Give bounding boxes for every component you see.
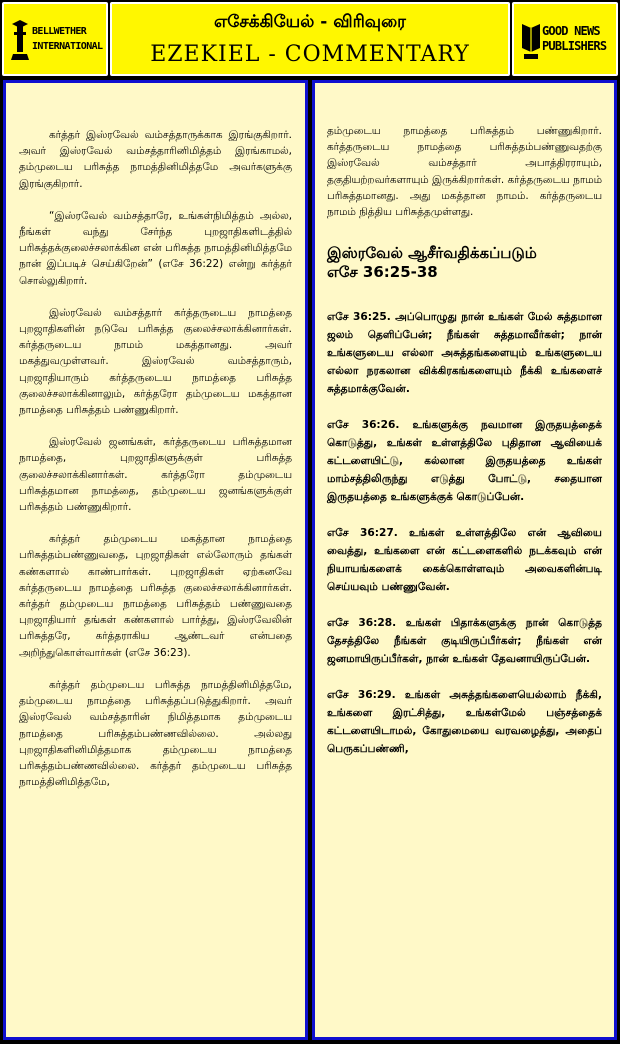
paragraph: இஸ்ரவேல் ஜனங்கள், கர்த்தருடைய பரிசுத்தமான நாமத்தை, புறஜாதிகளுக்குள் பரிசுத்த குலைச்சலாக்கினார்கள். கர்த்தரோ தம்முடைய பரிசுத்தமான நாமத்தை, தம்முடைய ஜனங்களுக்குள் பரிசுத்தம் பண்ணுகிறார். (19, 436, 292, 514)
paragraph: தம்முடைய நாமத்தை பரிசுத்தம் பண்ணுகிறார். கர்த்தருடைய நாமத்தை பரிசுத்தம்பண்ணுவதற்கு இஸ்ரவேல் வம்சத்தார் அபாத்திரராயும், தகுதியற்றவர்களாயும் இருக்கிறார்கள். கர்த்தருடைய நாமம் பரிசுத்தமானது. அது மகத்தான நாமம். கர்த்தருடைய நாமம் நித்திய பரிசுத்தமுள்ளது. (327, 125, 602, 219)
verse: எசே 36:26. உங்களுக்கு நவமான இருதயத்தைக் கொடுத்து, உங்கள் உள்ளத்திலே புதிதான ஆவியைக் கட்டளையிட்டு, கல்லான இருதயத்தை உங்கள் மாம்சத்திலிருந்து எடுத்து போட்டு, சதையான இருதயத்தை உங்களுக்குக் கொடுப்பேன். (327, 419, 602, 504)
book-icon (10, 18, 32, 62)
publisher-logo-right (512, 2, 618, 76)
logo-line-1: GOOD NEWS (542, 24, 600, 38)
right-column (312, 80, 617, 1040)
paragraph: கர்த்தர் இஸ்ரவேல் வம்சத்தாருக்காக இரங்குகிறார். அவர் இஸ்ரவேல் வம்சத்தாரினிமித்தம் இரங்காமல், தம்முடைய பரிசுத்த நாமத்தினிமித்தமே அவர்களுக்கு இரங்குகிறார். (19, 129, 292, 190)
good-news-logo (520, 18, 612, 62)
section-heading (327, 244, 602, 282)
paragraph: “இஸ்ரவேல் வம்சத்தாரே, உங்கள்நிமித்தம் அல்ல, நீங்கள் வந்து சேர்ந்த புறஜாதிகளிடத்தில் பரிசுத்தக்குலைச்சலாக்கின என் பரிசுத்த நாமத்தினிமித்தமே நான் இப்படிச் செய்கிறேன்” (எசே 36:22) என்று கர்த்தர் சொல்லுகிறார். (19, 209, 292, 287)
verse: எசே 36:25. அப்பொழுது நான் உங்கள் மேல் சுத்தமான ஜலம் தெளிப்பேன்; நீங்கள் சுத்தமாவீர்கள்; நான் உங்களுடைய எல்லா அசுத்தங்களையும் உங்களுடைய எல்லா நரகலான விக்கிரகங்களையும் நீக்கி உங்களைச் சுத்தமாக்குவேன். (327, 311, 602, 396)
paragraph: கர்த்தர் தம்முடைய பரிசுத்த நாமத்தினிமித்தமே, தம்முடைய நாமத்தை பரிசுத்தப்படுத்துகிறார். அவர் இஸ்ரவேல் வம்சத்தாரின் நிமித்தமாக தம்முடைய நாமத்தை பரிசுத்தம்பண்ணவில்லை. அல்லது புறஜாதிகளினிமித்தமாக தம்முடைய நாமத்தை பரிசுத்தம்பண்ணவில்லை. கர்த்தர் தம்முடைய பரிசுத்த நாமத்தினிமித்தமே, (19, 678, 292, 789)
page-header (2, 2, 618, 76)
logo-line-1: BELLWETHER (32, 26, 87, 37)
verse: எசே 36:27. உங்கள் உள்ளத்திலே என் ஆவியை வைத்து, உங்களை என் கட்டளைகளில் நடக்கவும் என் நியாயங்களைக் கைக்கொள்ளவும் அவைகளின்படி செய்யவும் பண்ணுவேன். (327, 527, 602, 594)
bellwether-logo (10, 18, 102, 62)
paragraph: இஸ்ரவேல் வம்சத்தார் கர்த்தருடைய நாமத்தை புறஜாதிகளின் நடுவே பரிசுத்த குலைச்சலாக்கினார்கள். கர்த்தருடைய நாமம் மகத்தானது. அவர் மகத்துவமுள்ளவர். இஸ்ரவேல் வம்சத்தாரும், புறஜாதியாரும் கர்த்தருடைய நாமத்தை பரிசுத்த குலைச்சலாக்கினாலும், கர்த்தரோ தம்முடைய மகத்தான நாமத்தை பரிசுத்தம் பண்ணுகிறார். (19, 306, 292, 417)
logo-line-2: PUBLISHERS (542, 39, 607, 53)
publisher-logo-left (2, 2, 108, 76)
verse: எசே 36:28. உங்கள் பிதாக்களுக்கு நான் கொடுத்த தேசத்திலே நீங்கள் குடியிருப்பீர்கள்; நீங்கள் என் ஜனமாயிருப்பீர்கள், நான் உங்கள் தேவனாயிருப்பேன். (327, 617, 602, 666)
book-icon (520, 18, 542, 62)
logo-line-2: INTERNATIONAL (32, 41, 103, 52)
heading-reference: எசே 36:25-38 (327, 263, 438, 282)
title-block (110, 2, 510, 76)
page-title-english: EZEKIEL - COMMENTARY (150, 42, 470, 67)
page-title-tamil: எசேக்கியேல் - விரிவுரை (214, 12, 406, 32)
verse: எசே 36:29. உங்கள் அசுத்தங்களையெல்லாம் நீக்கி, உங்களை இரட்சித்து, உங்கள்மேல் பஞ்சத்தைக் கட்டளையிடாமல், கோதுமையை வரவழைத்து, அதைப் பெருகப்பண்ணி, (327, 689, 602, 756)
heading-title: இஸ்ரவேல் ஆசீர்வதிக்கப்படும் (327, 244, 537, 263)
left-column (3, 80, 308, 1040)
paragraph: கர்த்தர் தம்முடைய மகத்தான நாமத்தை பரிசுத்தம்பண்ணுவதை, புறஜாதிகள் எல்லோரும் தங்கள் கண்களால் காண்பார்கள். புறஜாதிகள் ஏற்கனவே கர்த்தருடைய நாமத்தை பரிசுத்த குலைச்சலாக்கினார்கள். கர்த்தர் தம்முடைய நாமத்தை பரிசுத்தம் பண்ணுவதை புறஜாதியார் தங்கள் கண்களால் பார்த்து, இஸ்ரவேலின் பரிசுத்தரே, கர்த்தராகிய ஆண்டவர் என்பதை அறிந்துகொள்வார்கள் (எசே 36:23). (19, 533, 292, 659)
